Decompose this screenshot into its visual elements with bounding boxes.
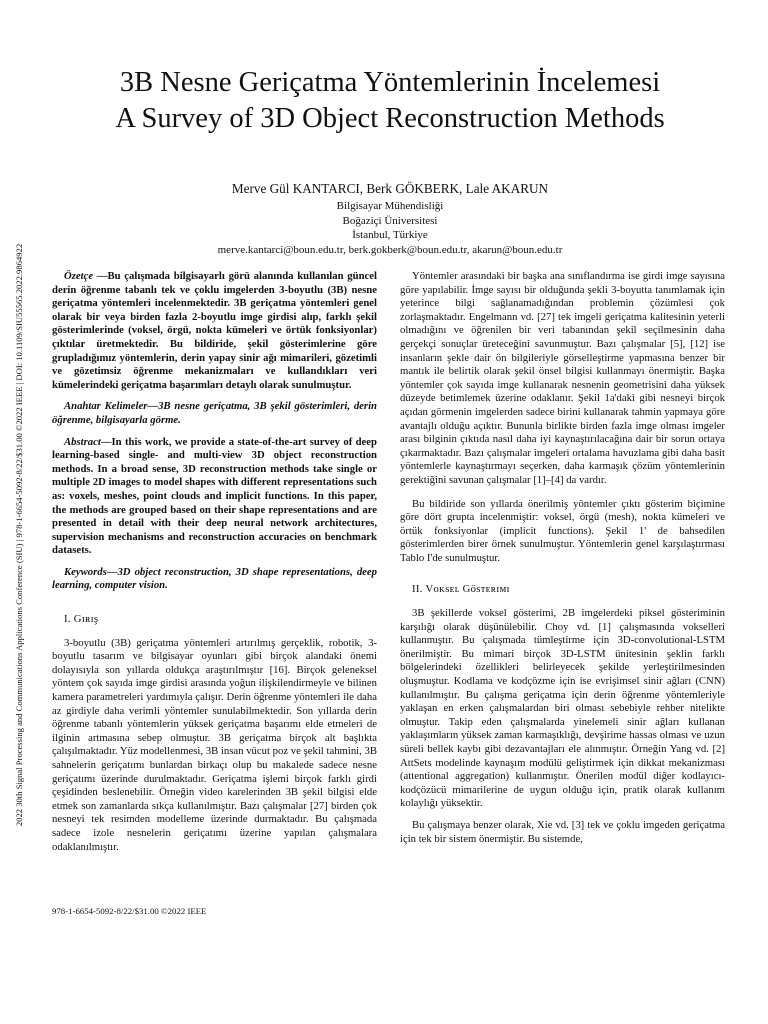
conference-identifier-text: 2022 30th Signal Processing and Communications Applications Conference (SIU) | 978-1-6654-5092-8/22/$31.00 ©2022 IEEE | DOI: 10.1109/SIU55565.2022.9864922 (14, 243, 24, 827)
giris-paragraph: 3-boyutlu (3B) geriçatma yöntemleri artırılmış gerçeklik, robotik, 3-boyutlu tasarım ve bilgisayar oyunları gibi birçok alandaki önemi dolayısıyla son yıllarda oldukça araştırılmıştır [16]. Birçok geleneksel yöntem çok sayıda imge girdisi arasında yoğun ilişkilendirmeyle ve bilinen kamera parametreleri yardımıyla çalışır. Derin öğrenme yöntemleri ile daha az girdiyle daha verimli yöntemler sunulabilmektedir. Son yıllarda derin öğrenme tabanlı yöntemlerin yüksek geriçatma başarımı elde etmeleri de ilginin artmasına sebep olmuştur. 3B geriçatma birçok alt başlıkta çalışılmaktadır. Yüz modellenmesi, 3B insan vücut poz ve şekil tahmini, 3B sahnelerin geriçatımı bunlardan birkaçı olup bu makalede sadece nesne geriçatımı üzerinde durulmaktadır. Geriçatma işlemi birçok farklı girdi çeşidinden beslenebilir. Örneğin video karelerinden 3B şekil bilgisi elde etmek son zamanlarda sıkça kullanılmıştır. Bazı çalışmalar [27] birden çok nesneyi tek resimden modelleme üzerinde durmaktadır. Bu çalışmada sadece izole nesnelerin geriçatımı üzerine yapılan çalışmalara odaklanılmıştır. (52, 636, 377, 853)
right-paragraph-2: Bu bildiride son yıllarda önerilmiş yöntemler çıktı gösterim biçimine göre dört grupta incelenmiştir: voksel, örgü (mesh), nokta kümeleri ve örtük fonksiyonlar (implicit functions). Şekil 1' de bahsedilen gösterimlerden birer örnek sunulmuştur. Yöntemlerin genel karşılaştırması Tablo I'de sunulmuştur. (400, 497, 725, 564)
right-paragraph-4: Bu çalışmaya benzer olarak, Xie vd. [3] tek ve çoklu imgeden geriçatma için tek bir sistem önermiştir. Bu sistemde, (400, 818, 725, 845)
section-heading-giris: I. Gɪʀɪş (64, 613, 99, 626)
keywords: Keywords—3D object reconstruction, 3D shape representations, deep learning, computer vision. (52, 565, 377, 592)
copyright-footer: 978-1-6654-5092-8/22/$31.00 ©2022 IEEE (52, 906, 207, 916)
affiliation-university: Boğaziçi Üniversitesi (342, 214, 438, 227)
author-list: Merve Gül KANTARCI, Berk GÖKBERK, Lale AKARUN (231, 181, 549, 196)
affiliation-block (40, 199, 740, 257)
title-english: A Survey of 3D Object Reconstruction Methods (115, 103, 665, 134)
abstract-paragraph (52, 436, 377, 558)
abstract-text: —In this work, we provide a state-of-the-art survey of deep learning-based single- and multi-view 3D object reconstruction methods. In a broad sense, 3D reconstruction methods take single or multiple 2D images to model shapes with different representations such as: voxels, meshes, point clouds and implicit functions. In this paper, the methods are grouped based on their shape representations and are presented in detail with their deep neural network architectures, supervision mechanisms and reconstruction accuracies on benchmark datasets. (52, 435, 377, 557)
conference-identifier-sidebar (0, 185, 38, 885)
voksel-paragraph: 3B şekillerde voksel gösterimi, 2B imgelerdeki piksel gösteriminin karşılığı olarak düşünülebilir. Choy vd. [1] çalışmasında vokselleri kullanmıştır. Bu çalışmada tümleştirme için 3D-convolutional-LSTM önerilmiştir. Bu mimari birçok 3D-LSTM ünitesinin şeklin farklı bölgelerindeki özellikleri belirleyecek şekilde yerleştirilmesinden oluşmuştur. Kodlama ve kodçözme için ise evrişimsel sinir ağları (CNN) kullanılmıştır. Bu çalışma geriçatma için derin öğrenme yöntemleriyle yaklaşan en erken çalışmalardan biri olması sebebiyle rehber nitelikte olmuştur. Takip eden çalışmalarda yinelemeli sinir ağları kullanan yaklaşımların yüksek zaman karmaşıklığı, devşirime hassas olması ve uzun süreli bellek kaybı gibi dezavantajları ele alınmıştır. Örneğin Yang vd. [2] AttSets modelinde kaynaşım modülü geliştirmek için dikkat mekanizması (attentional aggregation) kullanmıştır. Önerilen modül diğer kodlayıcı-kodçözücü mimarilerine de uygun olduğu için, pratik olarak kullanım kolaylığı yüksektir. (400, 607, 725, 810)
author-emails: merve.kantarci@boun.edu.tr, berk.gokberk@boun.edu.tr, akarun@boun.edu.tr (217, 243, 563, 256)
left-column (52, 270, 377, 854)
title-turkish: 3B Nesne Geriçatma Yöntemlerinin İncelemesi (119, 67, 661, 98)
anahtar-kelimeler: Anahtar Kelimeler—3B nesne geriçatma, 3B şekil gösterimleri, derin öğrenme, bilgisayarla görme. (52, 400, 377, 426)
abstract-label: Abstract (64, 435, 101, 448)
section-heading-voksel: II. Vᴏᴋsᴇʟ Gösᴛᴇʀɪᴍɪ (412, 583, 510, 596)
ozetce-paragraph (52, 270, 377, 392)
right-column (400, 270, 725, 846)
ozetce-label: Özetçe (64, 270, 94, 282)
ozetce-text: —Bu çalışmada bilgisayarlı görü alanında kullanılan güncel derin öğrenme tabanlı tek ve çoklu imgelerden 3-boyutlu (3B) nesne geriçatma yöntemleri incelenmektedir. 3B geriçatma yöntemleri genel olarak bir veya birden fazla 2-boyutlu imge girdisi alıp, farklı şekil gösterimlerinde (voksel, örgü, nokta kümeleri ve örtük fonksiyonlar) çıktılar üretmektedir. Bu bildiride, şekil gösterimlerine göre grupladığımız yöntemlerin, derin yapay sinir ağı mimarileri, gözetimli ve gözetimsiz öğrenme mekanizmaları ve kullandıkları veri kümelerindeki geriçatma başarımları detaylı olarak sunulmuştur. (52, 270, 377, 391)
paper-title (40, 65, 740, 137)
affiliation-department: Bilgisayar Mühendisliği (336, 200, 444, 212)
affiliation-city: İstanbul, Türkiye (352, 229, 428, 241)
right-paragraph-1: Yöntemler arasındaki bir başka ana sınıflandırma ise girdi imge sayısına göre yapılabilir. İmge sayısı bir olduğunda şekli 3-boyutta tanımlamak için yeterince bilgi sağlanamadığından problemin çözümlesi çok zorlaşmaktadır. Engelmann vd. [27] tek imgeli geriçatma kalitesinin yeterli olmadığını ve öğrenilen bir veri tabanından şekil seçilmesinin daha gerçekçi sonuçlar üreteceğini savunmuştur. Bazı çalışmalar [5], [12] ise insanların şekle dair ön bilgileriyle görselleştirme yapmasına benzer bir mantık ile belirtik olarak şekil önsel bilgisi kullanmayı önermiştir. Başka yöntemler çok sayıda imge kullanarak nesnenin geometrisini daha yüksek düzeyde betimlemek üzerine odaklanır. Şekil 1a'daki gibi nesneyi birçok açıdan görmenin imgelerden sadece birini kullanarak tahmin yapmaya göre avantajlı olduğu açıktır. Bununla birlikte birden fazla imge olması imgeler arası bilginin çıktıda nasıl daha iyi kaynaştırılacağına dair bir sorun ortaya çıkarmaktadır. Bazı çalışmalar imgeleri ortalama havuzlama gibi daha basit yöntemlerle kaynaştırmayı seçerken, daha karmaşık çözüm yöntemlerinin gerektiğini savunan çalışmalar [1]–[4] da vardır. (400, 270, 725, 486)
